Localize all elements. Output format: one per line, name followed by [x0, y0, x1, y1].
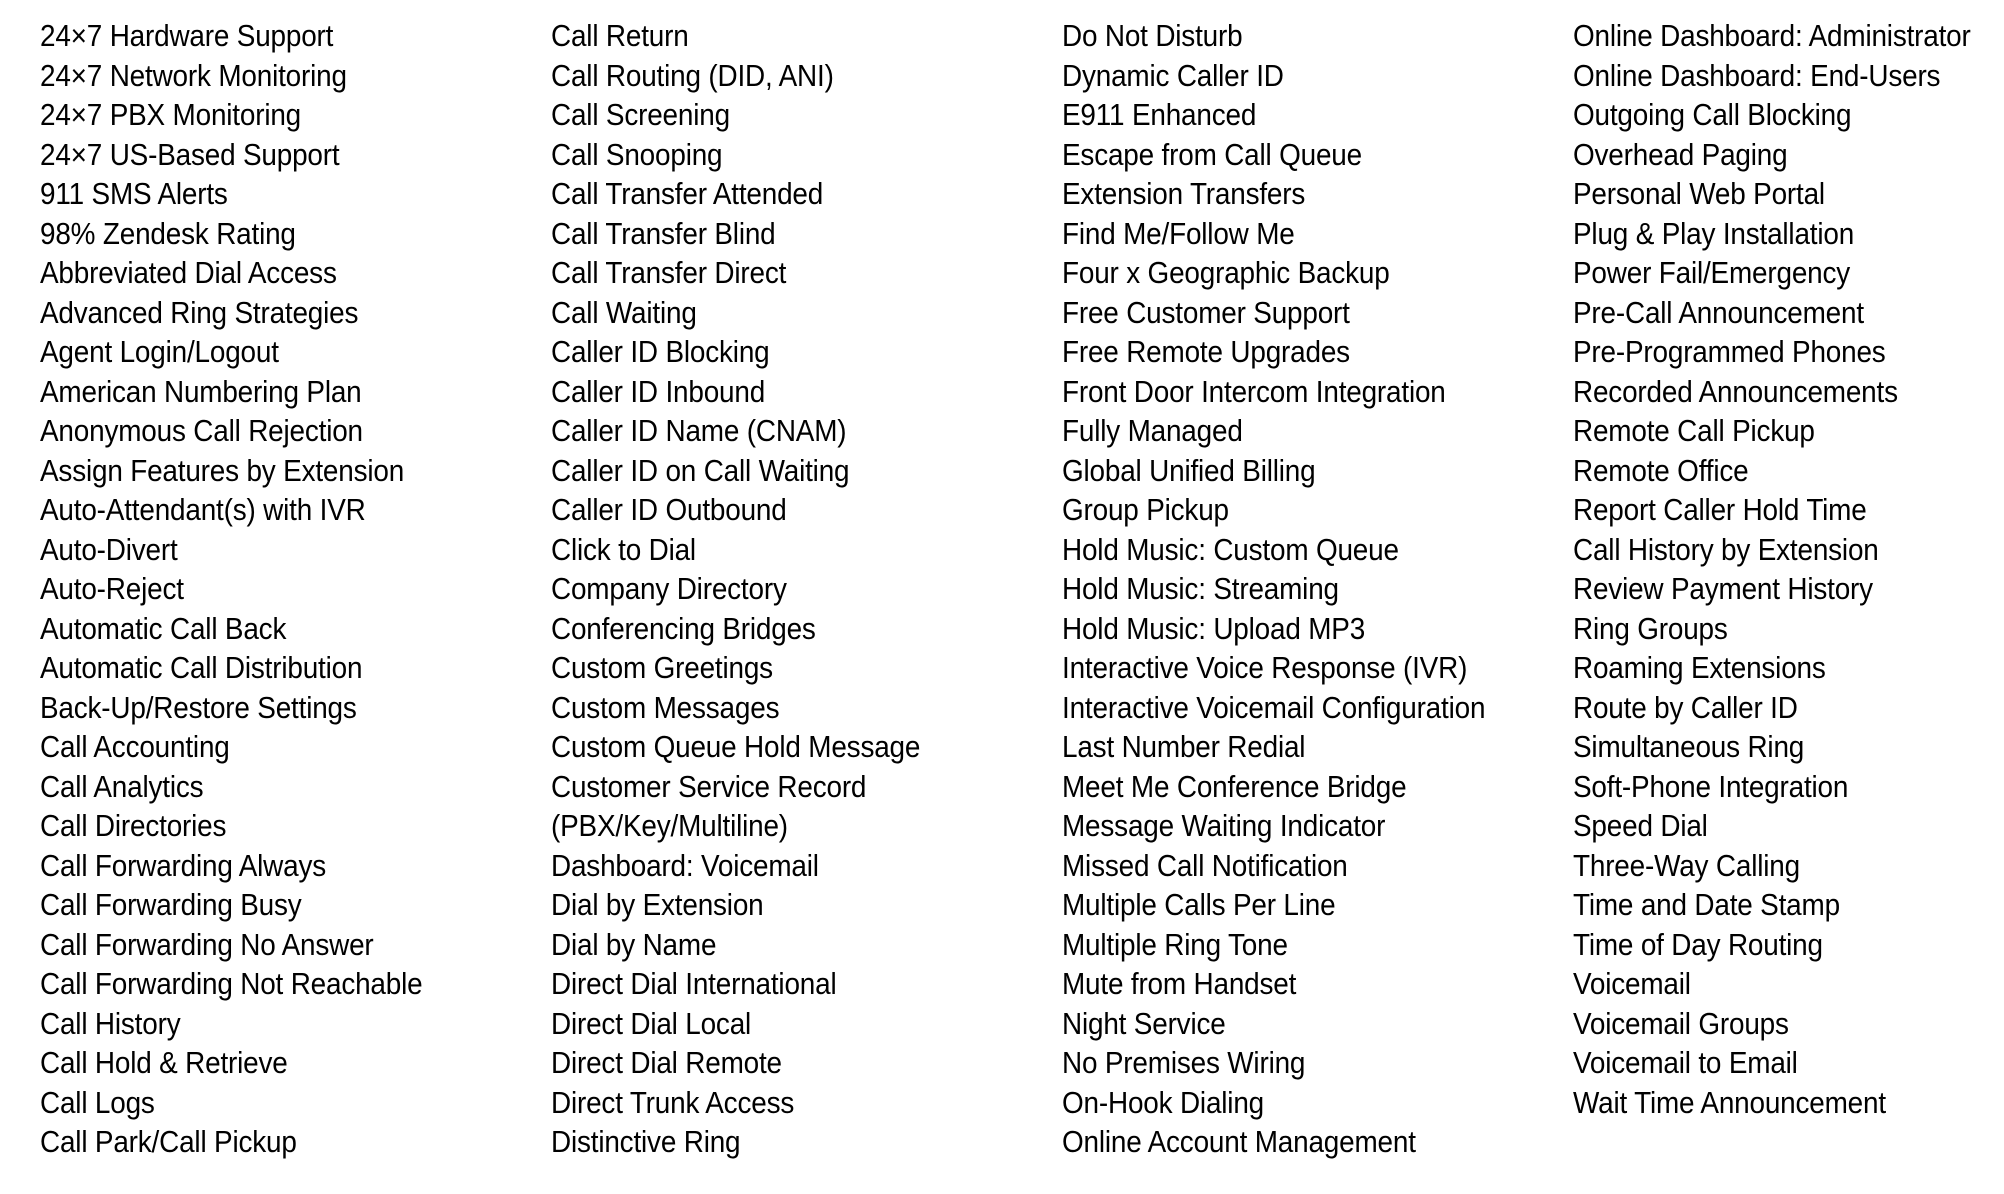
feature-item: On-Hook Dialing [1062, 1084, 1264, 1120]
feature-item: Call Snooping [551, 136, 723, 172]
feature-item: Direct Trunk Access [551, 1084, 795, 1120]
feature-item: American Numbering Plan [40, 373, 362, 409]
feature-item: Automatic Call Distribution [40, 650, 363, 685]
feature-item: Abbreviated Dial Access [40, 255, 337, 290]
feature-item: Time and Date Stamp [1573, 887, 1840, 922]
feature-item: Interactive Voicemail Configuration [1062, 689, 1486, 725]
feature-item: Conferencing Bridges [551, 610, 816, 646]
feature-item: Auto-Reject [40, 571, 184, 606]
feature-item: Plug & Play Installation [1573, 215, 1855, 251]
feature-item: Mute from Handset [1062, 966, 1297, 1001]
feature-item: Message Waiting Indicator [1062, 808, 1386, 843]
feature-item: Multiple Calls Per Line [1062, 887, 1336, 922]
feature-item: Voicemail to Email [1573, 1045, 1798, 1080]
feature-item: Call History by Extension [1573, 531, 1879, 567]
feature-item: Ring Groups [1573, 610, 1728, 646]
feature-item: Call Forwarding Not Reachable [40, 966, 423, 1001]
feature-item: Agent Login/Logout [40, 334, 279, 369]
feature-item: Find Me/Follow Me [1062, 215, 1295, 251]
feature-item: Soft-Phone Integration [1573, 768, 1849, 804]
feature-item: Distinctive Ring [551, 1124, 741, 1159]
feature-column-1 [40, 16, 465, 1162]
feature-item: Online Dashboard: End-Users [1573, 57, 1941, 93]
feature-item: Call Transfer Direct [551, 255, 787, 290]
feature-item: Time of Day Routing [1573, 926, 1823, 962]
feature-item: Customer Service Record [551, 768, 867, 804]
feature-item: Call Screening [551, 97, 730, 132]
feature-item: Back-Up/Restore Settings [40, 689, 357, 725]
feature-item: No Premises Wiring [1062, 1045, 1306, 1080]
feature-item: Company Directory [551, 571, 787, 606]
feature-column-2 [551, 16, 961, 1162]
feature-item: Hold Music: Upload MP3 [1062, 610, 1366, 646]
feature-item: Auto-Divert [40, 531, 178, 567]
feature-item: Hold Music: Streaming [1062, 571, 1339, 606]
feature-item: Click to Dial [551, 531, 696, 567]
feature-item: Automatic Call Back [40, 610, 287, 646]
feature-item: 24×7 US-Based Support [40, 136, 340, 172]
feature-item: Call Transfer Blind [551, 215, 776, 251]
feature-item: Direct Dial International [551, 966, 837, 1001]
feature-item: Remote Office [1573, 452, 1749, 488]
feature-item: Call Forwarding Always [40, 847, 327, 883]
feature-item: Interactive Voice Response (IVR) [1062, 650, 1468, 685]
feature-item: Wait Time Announcement [1573, 1084, 1886, 1120]
feature-item: Custom Queue Hold Message [551, 729, 921, 764]
feature-item: Call Transfer Attended [551, 176, 824, 211]
feature-item: 98% Zendesk Rating [40, 215, 296, 251]
feature-item: Caller ID Name (CNAM) [551, 413, 847, 448]
feature-item: Custom Messages [551, 689, 780, 725]
feature-item: Night Service [1062, 1005, 1226, 1041]
feature-item: Call Park/Call Pickup [40, 1124, 297, 1159]
feature-item: Dial by Extension [551, 887, 764, 922]
feature-item: Review Payment History [1573, 571, 1873, 606]
feature-item: Caller ID Inbound [551, 373, 766, 409]
feature-item: Four x Geographic Backup [1062, 255, 1390, 290]
feature-item: Direct Dial Local [551, 1005, 752, 1041]
feature-item: Extension Transfers [1062, 176, 1306, 211]
feature-item: E911 Enhanced [1062, 97, 1257, 132]
feature-item: Global Unified Billing [1062, 452, 1316, 488]
feature-item: Call Logs [40, 1084, 155, 1120]
feature-item: Three-Way Calling [1573, 847, 1800, 883]
feature-item: Do Not Disturb [1062, 18, 1243, 53]
feature-item: Call Waiting [551, 294, 697, 330]
feature-item: Caller ID Outbound [551, 492, 787, 527]
feature-item: Roaming Extensions [1573, 650, 1826, 685]
feature-item: Group Pickup [1062, 492, 1229, 527]
feature-item: Free Customer Support [1062, 294, 1350, 330]
feature-item: Auto-Attendant(s) with IVR [40, 492, 366, 527]
feature-item: Online Account Management [1062, 1124, 1416, 1159]
feature-item: Call Forwarding Busy [40, 887, 302, 922]
feature-item: 911 SMS Alerts [40, 176, 228, 211]
feature-item: Call Return [551, 18, 689, 53]
feature-item: Outgoing Call Blocking [1573, 97, 1852, 132]
feature-item: Voicemail [1573, 966, 1691, 1001]
feature-item: Route by Caller ID [1573, 689, 1798, 725]
feature-item: 24×7 PBX Monitoring [40, 97, 302, 132]
feature-item: Pre-Call Announcement [1573, 294, 1864, 330]
feature-item: Call Hold & Retrieve [40, 1045, 288, 1080]
feature-item: Simultaneous Ring [1573, 729, 1805, 764]
feature-item: Speed Dial [1573, 808, 1708, 843]
feature-item: Call History [40, 1005, 181, 1041]
feature-item: Voicemail Groups [1573, 1005, 1789, 1041]
feature-item: Free Remote Upgrades [1062, 334, 1350, 369]
feature-item: 24×7 Hardware Support [40, 18, 334, 53]
feature-item: Hold Music: Custom Queue [1062, 531, 1399, 567]
feature-item: Caller ID Blocking [551, 334, 770, 369]
feature-item: Overhead Paging [1573, 136, 1788, 172]
feature-item: Call Routing (DID, ANI) [551, 57, 834, 93]
feature-item: Caller ID on Call Waiting [551, 452, 850, 488]
feature-item: Pre-Programmed Phones [1573, 334, 1886, 369]
feature-item: Direct Dial Remote [551, 1045, 782, 1080]
feature-item: Call Analytics [40, 768, 204, 804]
feature-item: Escape from Call Queue [1062, 136, 1362, 172]
feature-item: Report Caller Hold Time [1573, 492, 1867, 527]
feature-item: 24×7 Network Monitoring [40, 57, 347, 93]
feature-item: Dynamic Caller ID [1062, 57, 1284, 93]
feature-item: Call Forwarding No Answer [40, 926, 374, 962]
feature-item: Recorded Announcements [1573, 373, 1898, 409]
feature-column-4 [1573, 16, 2004, 1122]
feature-item: Custom Greetings [551, 650, 773, 685]
feature-item: Dashboard: Voicemail [551, 847, 819, 883]
feature-item: Call Directories [40, 808, 227, 843]
feature-item: Fully Managed [1062, 413, 1243, 448]
feature-item: Personal Web Portal [1573, 176, 1825, 211]
feature-item: (PBX/Key/Multiline) [551, 808, 788, 843]
feature-item: Missed Call Notification [1062, 847, 1348, 883]
feature-item: Call Accounting [40, 729, 230, 764]
feature-item: Front Door Intercom Integration [1062, 373, 1446, 409]
feature-item: Meet Me Conference Bridge [1062, 768, 1407, 804]
feature-item: Remote Call Pickup [1573, 413, 1815, 448]
feature-item: Last Number Redial [1062, 729, 1306, 764]
feature-item: Online Dashboard: Administrator [1573, 18, 1971, 53]
feature-item: Power Fail/Emergency [1573, 255, 1851, 290]
feature-item: Advanced Ring Strategies [40, 294, 359, 330]
feature-column-3 [1062, 16, 1532, 1162]
feature-item: Multiple Ring Tone [1062, 926, 1288, 962]
feature-item: Anonymous Call Rejection [40, 413, 363, 448]
feature-item: Dial by Name [551, 926, 717, 962]
feature-item: Assign Features by Extension [40, 452, 405, 488]
